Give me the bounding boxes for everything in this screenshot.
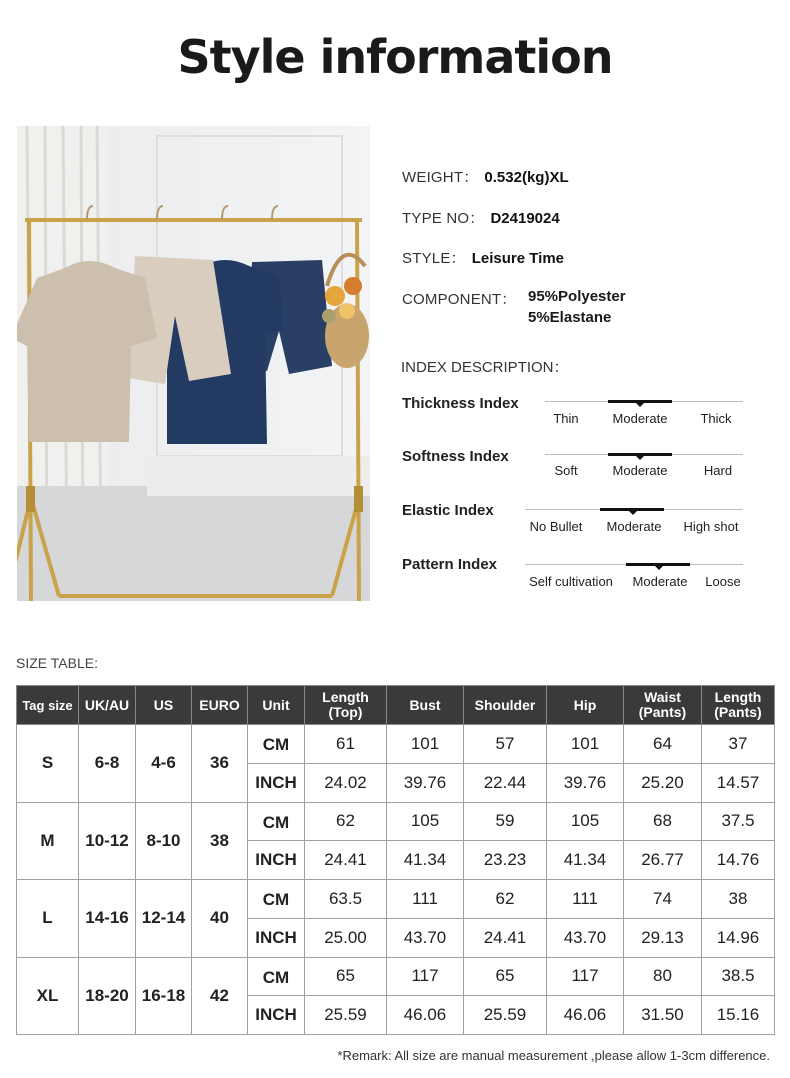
us-cell: 4-6 — [136, 725, 192, 803]
table-cell: 24.41 — [464, 918, 547, 957]
table-cell: 43.70 — [387, 918, 464, 957]
size-tag-cell: XL — [17, 957, 79, 1035]
weight-value: 0.532(kg)XL — [484, 169, 569, 186]
euro-cell: 38 — [192, 802, 248, 880]
table-cell: 37.5 — [702, 802, 775, 841]
table-cell: 31.50 — [624, 996, 702, 1035]
euro-cell: 36 — [192, 725, 248, 803]
unit-cell: CM — [248, 802, 305, 841]
header-us: US — [136, 686, 192, 725]
page-title: Style information — [177, 30, 613, 84]
table-cell: 24.02 — [305, 763, 387, 802]
table-cell: 24.41 — [305, 841, 387, 880]
header-waist-line2: (Pants) — [638, 704, 687, 720]
header-length-top-line1: Length — [322, 689, 369, 705]
thickness-option-thin: Thin — [553, 411, 579, 426]
table-cell: 26.77 — [624, 841, 702, 880]
size-table-header-row — [17, 686, 775, 725]
table-cell: 64 — [624, 725, 702, 764]
clothing-rack-illustration — [17, 126, 370, 601]
elastic-index-pointer-icon — [629, 511, 637, 515]
pattern-option-loose: Loose — [705, 574, 741, 589]
table-cell: 23.23 — [464, 841, 547, 880]
pattern-index-label: Pattern Index — [402, 556, 498, 573]
uk-au-cell: 14-16 — [79, 880, 136, 958]
component-value-1: 95%Polyester — [528, 288, 626, 305]
table-cell: 46.06 — [387, 996, 464, 1035]
elastic-index-label: Elastic Index — [402, 502, 494, 519]
size-tag-cell: M — [17, 802, 79, 880]
pattern-index-pointer-icon — [655, 566, 663, 570]
type-label: TYPE NO： — [402, 210, 485, 227]
uk-au-cell: 10-12 — [79, 802, 136, 880]
unit-cell: CM — [248, 880, 305, 919]
size-table-heading: SIZE TABLE: — [16, 655, 98, 671]
header-length-pants-line2: (Pants) — [714, 704, 762, 720]
header-length-pants-line1: Length — [714, 689, 762, 705]
component-value-2: 5%Elastane — [528, 309, 612, 326]
table-cell: 15.16 — [702, 996, 775, 1035]
pattern-option-self-cultivation: Self cultivation — [529, 574, 613, 589]
thickness-index-pointer-icon — [636, 403, 644, 407]
header-waist-line1: Waist — [644, 689, 681, 705]
remark-note: *Remark: All size are manual measurement ,please allow 1-3cm difference. — [337, 1048, 770, 1063]
euro-cell: 40 — [192, 880, 248, 958]
unit-cell: CM — [248, 725, 305, 764]
size-table — [16, 685, 775, 1035]
pattern-option-moderate: Moderate — [632, 574, 688, 589]
unit-cell: INCH — [248, 918, 305, 957]
header-length-pants — [702, 686, 775, 725]
softness-index-label: Softness Index — [402, 448, 509, 465]
table-cell: 25.00 — [305, 918, 387, 957]
table-cell: 39.76 — [387, 763, 464, 802]
header-waist-pants — [624, 686, 702, 725]
softness-index-pointer-icon — [636, 456, 644, 460]
table-cell: 105 — [387, 802, 464, 841]
thickness-option-thick: Thick — [700, 411, 732, 426]
table-cell: 62 — [464, 880, 547, 919]
style-label: STYLE： — [402, 250, 466, 267]
table-cell: 39.76 — [547, 763, 624, 802]
table-cell: 41.34 — [547, 841, 624, 880]
softness-option-hard: Hard — [703, 463, 733, 478]
unit-cell: INCH — [248, 841, 305, 880]
weight-row — [402, 166, 569, 187]
uk-au-cell: 18-20 — [79, 957, 136, 1035]
table-cell: 57 — [464, 725, 547, 764]
table-cell: 43.70 — [547, 918, 624, 957]
table-cell: 14.57 — [702, 763, 775, 802]
style-row — [402, 247, 564, 268]
table-cell: 38.5 — [702, 957, 775, 996]
header-euro: EURO — [192, 686, 248, 725]
header-tag-size: Tag size — [17, 686, 79, 725]
table-cell: 63.5 — [305, 880, 387, 919]
table-cell: 105 — [547, 802, 624, 841]
table-cell: 101 — [547, 725, 624, 764]
table-cell: 41.34 — [387, 841, 464, 880]
table-cell: 46.06 — [547, 996, 624, 1035]
table-cell: 25.59 — [305, 996, 387, 1035]
uk-au-cell: 6-8 — [79, 725, 136, 803]
table-cell: 74 — [624, 880, 702, 919]
table-cell: 68 — [624, 802, 702, 841]
header-length-top-line2: (Top) — [328, 704, 363, 720]
table-cell: 59 — [464, 802, 547, 841]
header-hip: Hip — [547, 686, 624, 725]
size-tag-cell: S — [17, 725, 79, 803]
table-cell: 29.13 — [624, 918, 702, 957]
table-row — [17, 725, 775, 764]
us-cell: 12-14 — [136, 880, 192, 958]
type-value: D2419024 — [490, 210, 560, 227]
table-cell: 14.96 — [702, 918, 775, 957]
table-cell: 117 — [547, 957, 624, 996]
product-photo — [17, 126, 370, 601]
unit-cell: INCH — [248, 763, 305, 802]
table-cell: 65 — [464, 957, 547, 996]
elastic-option-no-bullet: No Bullet — [529, 519, 583, 534]
softness-option-moderate: Moderate — [612, 463, 668, 478]
table-cell: 61 — [305, 725, 387, 764]
header-uk-au: UK/AU — [79, 686, 136, 725]
softness-option-soft: Soft — [554, 463, 578, 478]
header-shoulder: Shoulder — [464, 686, 547, 725]
thickness-option-moderate: Moderate — [612, 411, 668, 426]
table-cell: 111 — [547, 880, 624, 919]
component-label: COMPONENT： — [402, 291, 517, 308]
table-cell: 14.76 — [702, 841, 775, 880]
unit-cell: CM — [248, 957, 305, 996]
table-cell: 22.44 — [464, 763, 547, 802]
table-row — [17, 880, 775, 919]
size-tag-cell: L — [17, 880, 79, 958]
table-cell: 65 — [305, 957, 387, 996]
header-unit: Unit — [248, 686, 305, 725]
style-value: Leisure Time — [471, 250, 564, 267]
table-cell: 117 — [387, 957, 464, 996]
table-cell: 80 — [624, 957, 702, 996]
table-cell: 25.59 — [464, 996, 547, 1035]
component-row — [402, 288, 517, 309]
euro-cell: 42 — [192, 957, 248, 1035]
weight-label: WEIGHT： — [402, 169, 479, 186]
thickness-index-label: Thickness Index — [402, 395, 519, 412]
table-cell: 25.20 — [624, 763, 702, 802]
table-cell: 38 — [702, 880, 775, 919]
header-length-top — [305, 686, 387, 725]
table-row — [17, 802, 775, 841]
index-heading: INDEX DESCRIPTION： — [401, 359, 569, 376]
header-bust: Bust — [387, 686, 464, 725]
elastic-option-high-shot: High shot — [683, 519, 739, 534]
table-cell: 111 — [387, 880, 464, 919]
elastic-option-moderate: Moderate — [606, 519, 662, 534]
table-cell: 37 — [702, 725, 775, 764]
type-row — [402, 207, 560, 228]
unit-cell: INCH — [248, 996, 305, 1035]
us-cell: 16-18 — [136, 957, 192, 1035]
table-row — [17, 957, 775, 996]
us-cell: 8-10 — [136, 802, 192, 880]
table-cell: 101 — [387, 725, 464, 764]
table-cell: 62 — [305, 802, 387, 841]
